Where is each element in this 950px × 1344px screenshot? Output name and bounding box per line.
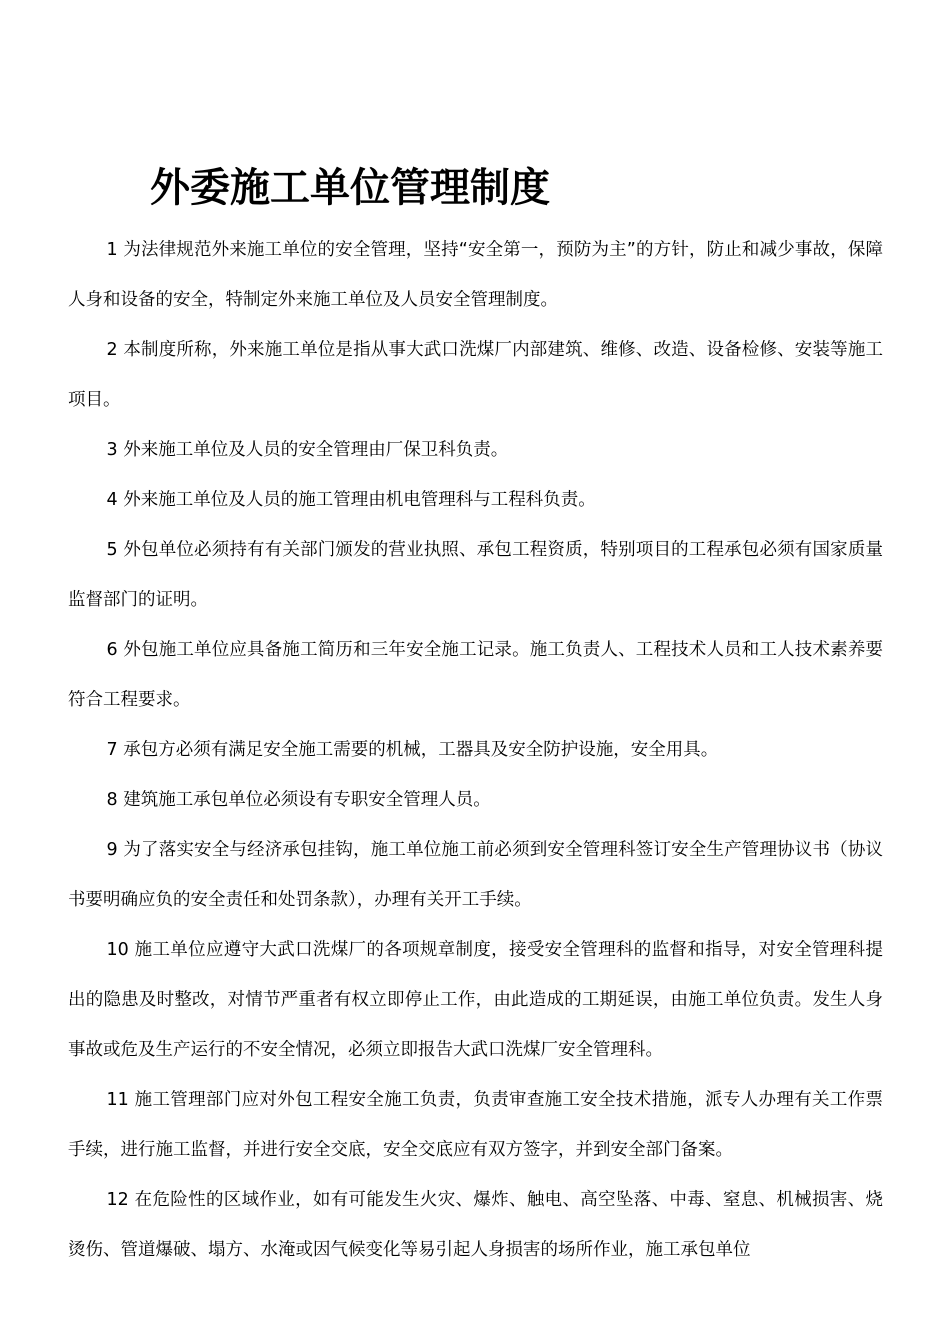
document-body	[68, 225, 883, 1275]
document-title: 外委施工单位管理制度	[150, 165, 550, 211]
paragraph-10: 10 施工单位应遵守大武口洗煤厂的各项规章制度，接受安全管理科的监督和指导，对安全管理科提出的隐患及时整改，对情节严重者有权立即停止工作，由此造成的工期延误，由施工单位负责。发生人身事故或危及生产运行的不安全情况，必须立即报告大武口洗煤厂安全管理科。	[68, 940, 883, 1060]
paragraph-12: 12 在危险性的区域作业，如有可能发生火灾、爆炸、触电、高空坠落、中毒、窒息、机械损害、烧烫伤、管道爆破、塌方、水淹或因气候变化等易引起人身损害的场所作业，施工承包单位	[68, 1190, 883, 1260]
paragraph-11: 11 施工管理部门应对外包工程安全施工负责，负责审查施工安全技术措施，派专人办理有关工作票手续，进行施工监督，并进行安全交底，安全交底应有双方签字，并到安全部门备案。	[68, 1090, 883, 1160]
paragraph-3: 3 外来施工单位及人员的安全管理由厂保卫科负责。	[106, 440, 509, 460]
paragraph-1: 1 为法律规范外来施工单位的安全管理，坚持“安全第一，预防为主”的方针，防止和减少事故，保障人身和设备的安全，特制定外来施工单位及人员安全管理制度。	[68, 240, 883, 310]
paragraph-6: 6 外包施工单位应具备施工简历和三年安全施工记录。施工负责人、工程技术人员和工人技术素养要符合工程要求。	[68, 640, 883, 710]
paragraph-2: 2 本制度所称，外来施工单位是指从事大武口洗煤厂内部建筑、维修、改造、设备检修、安装等施工项目。	[68, 340, 883, 410]
paragraph-4: 4 外来施工单位及人员的施工管理由机电管理科与工程科负责。	[106, 490, 596, 510]
paragraph-8: 8 建筑施工承包单位必须设有专职安全管理人员。	[106, 790, 491, 810]
paragraph-7: 7 承包方必须有满足安全施工需要的机械，工器具及安全防护设施，安全用具。	[106, 740, 719, 760]
paragraph-9: 9 为了落实安全与经济承包挂钩，施工单位施工前必须到安全管理科签订安全生产管理协议书（协议书要明确应负的安全责任和处罚条款），办理有关开工手续。	[68, 840, 883, 910]
paragraph-5: 5 外包单位必须持有有关部门颁发的营业执照、承包工程资质，特别项目的工程承包必须有国家质量监督部门的证明。	[68, 540, 883, 610]
